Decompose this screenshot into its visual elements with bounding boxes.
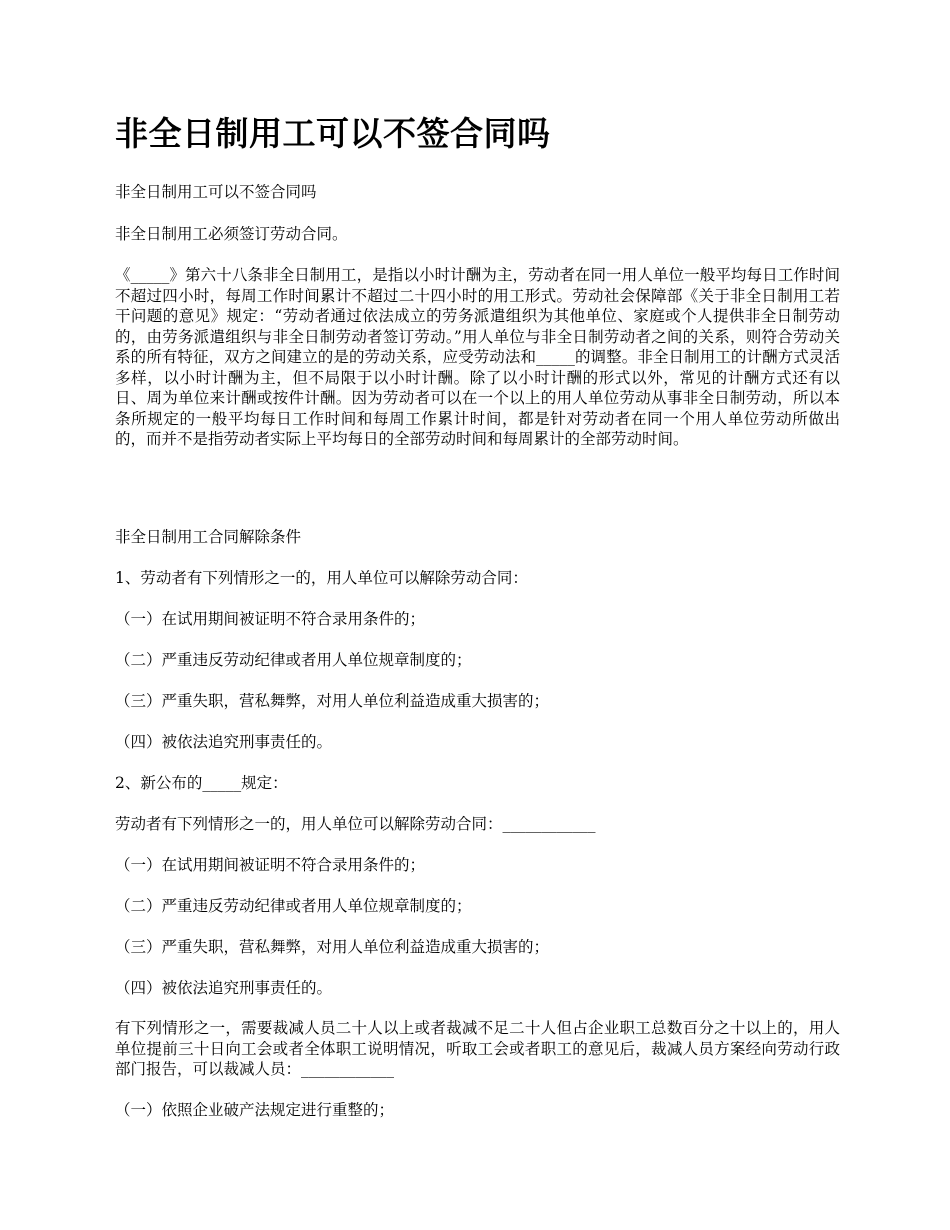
layoff-paragraph: 有下列情形之一，需要裁减人员二十人以上或者裁减不足二十人但占企业职工总数百分之十以上的，用人单位提前三十日向工会或者全体职工说明情况，听取工会或者职工的意见后，裁减人员方案经向劳动行政部门报告，可以裁减人员：____________ [115,1019,840,1078]
answer-paragraph: 非全日制用工必须签订劳动合同。 [115,225,348,243]
list-item: （二）严重违反劳动纪律或者用人单位规章制度的； [115,651,472,669]
explanation-paragraph: 《_____》第六十八条非全日制用工，是指以小时计酬为主，劳动者在同一用人单位一般平均每日工作时间不超过四小时，每周工作时间累计不超过二十四小时的用工形式。劳动社会保障部《关于非全日制用工若干问题的意见》规定：“劳动者通过依法成立的劳务派遣组织为其他单位、家庭或个人提供非全日制劳动的，由劳务派遣组织与非全日制劳动者签订劳动。”用人单位与非全日制劳动者之间的关系，则符合劳动关系的所有特征，双方之间建立的是的劳动关系，应受劳动法和_____的调整。非全日制用工的计酬方式灵活多样，以小时计酬为主，但不局限于以小时计酬。除了以小时计酬的形式以外，常见的计酬方式还有以日、周为单位来计酬或按件计酬。因为劳动者可以在一个以上的用人单位劳动从事非全日制劳动，所以本条所规定的一般平均每日工作时间和每周工作累计时间，都是针对劳动者在同一个用人单位劳动所做出的，而并不是指劳动者实际上平均每日的全部劳动时间和每周累计的全部劳动时间。 [115,266,840,448]
list-item: （四）被依法追究刑事责任的。 [115,733,333,751]
list-item: （一）依照企业破产法规定进行重整的； [115,1101,395,1119]
list-item: （三）严重失职，营私舞弊，对用人单位利益造成重大损害的； [115,692,550,710]
subtitle-paragraph: 非全日制用工可以不签合同吗 [115,183,317,201]
list-intro-3: 劳动者有下列情形之一的，用人单位可以解除劳动合同：____________ [115,815,596,833]
list-item: （二）严重违反劳动纪律或者用人单位规章制度的； [115,897,472,915]
list-intro-2: 2、新公布的_____规定： [115,774,288,792]
list-item: （三）严重失职，营私舞弊，对用人单位利益造成重大损害的； [115,938,550,956]
list-item: （一）在试用期间被证明不符合录用条件的； [115,856,426,874]
list-item: （四）被依法追究刑事责任的。 [115,979,333,997]
document-title: 非全日制用工可以不签合同吗 [115,114,551,153]
list-item: （一）在试用期间被证明不符合录用条件的； [115,610,426,628]
list-intro-1: 1、劳动者有下列情形之一的，用人单位可以解除劳动合同： [115,569,528,587]
section-heading: 非全日制用工合同解除条件 [115,528,302,546]
